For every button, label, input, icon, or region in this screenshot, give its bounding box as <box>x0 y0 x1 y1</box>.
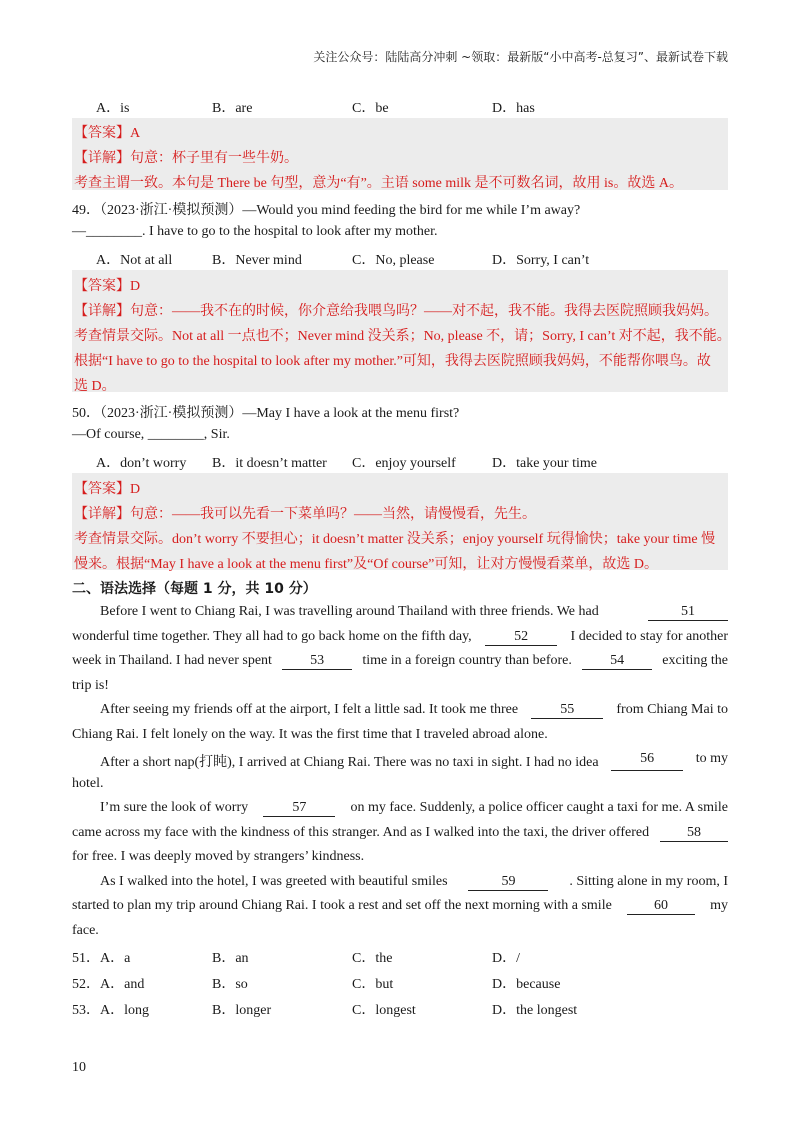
passage-text: on my face. Suddenly, a police officer caught a taxi for me. A smile <box>350 800 728 815</box>
q52-option-b: B．so <box>212 977 248 992</box>
blank-60: 60 <box>627 898 695 915</box>
q50-answer-box <box>72 473 728 570</box>
q49-detail-2: 考查情景交际。Not at all 一点也不；Never mind 没关系；No, please 不，请；Sorry, I can’t 对不起，我不能。 <box>74 329 731 344</box>
q51-option-a: 51．A．a <box>72 951 131 966</box>
q50-option-d: D．take your time <box>492 456 597 471</box>
passage-text: . Sitting alone in my room, I <box>569 874 728 889</box>
q50-stem: 50．（2023·浙江·模拟预测）—May I have a look at the menu first? <box>72 406 460 421</box>
passage-line-8: hotel. <box>72 776 104 791</box>
q48-answer: 【答案】A <box>74 126 141 141</box>
q49-detail-4: 选 D。 <box>74 379 116 394</box>
q49-stem: 49．（2023·浙江·模拟预测）—Would you mind feeding the bird for me while I’m away? <box>72 203 581 218</box>
q49-option-b: B．Never mind <box>212 253 302 268</box>
q49-answer-box <box>72 270 731 394</box>
passage-text: wonderful time together. They all had to go back home on the fifth day, <box>72 629 472 644</box>
page-number: 10 <box>72 1060 86 1075</box>
q53-option-a: 53．A．long <box>72 1003 149 1018</box>
q51-option-b: B．an <box>212 951 249 966</box>
passage-line-11: for free. I was deeply moved by strangers’ kindness. <box>72 849 365 864</box>
blank-55: 55 <box>531 702 603 719</box>
passage-line-10 <box>72 825 728 842</box>
page-header: 关注公众号：陆陆高分冲刺 ~领取：最新版“小中高考-总复习”、最新试卷下载 <box>313 50 728 64</box>
q49-option-c: C．No, please <box>352 253 435 268</box>
passage-line-9 <box>72 800 728 817</box>
passage-text: I decided to stay for another <box>570 629 728 644</box>
passage-line-4: trip is! <box>72 678 109 693</box>
blank-56: 56 <box>611 751 683 771</box>
passage-text: week in Thailand. I had never spent <box>72 653 272 668</box>
passage-text: After seeing my friends off at the airport, I felt a little sad. It took me three <box>100 702 519 717</box>
q50-detail-3: 慢来。根据“May I have a look at the menu first”及“Of course”可知，让对方慢慢看菜单，故选 D。 <box>74 557 658 572</box>
passage-line-12 <box>72 874 728 891</box>
q50-detail-1: 【详解】句意：——我可以先看一下菜单吗？——当然，请慢慢看，先生。 <box>74 507 536 522</box>
passage-text: I’m sure the look of worry <box>100 800 249 815</box>
passage-text: As I walked into the hotel, I was greeted with beautiful smiles <box>100 874 448 889</box>
q48-option-b: B．are <box>212 101 253 116</box>
q48-answer-box <box>72 118 728 190</box>
q51-option-c: C．the <box>352 951 393 966</box>
q48-option-c: C．be <box>352 101 389 116</box>
q50-option-b: B．it doesn’t matter <box>212 456 327 471</box>
blank-53: 53 <box>282 653 352 670</box>
blank-54: 54 <box>582 653 652 670</box>
blank-52: 52 <box>485 629 557 646</box>
q49-detail-1: 【详解】句意：——我不在的时候，你介意给我喂鸟吗？——对不起，我不能。我得去医院照顾我妈妈。 <box>74 304 718 319</box>
passage-line-5 <box>72 702 728 719</box>
q49-option-d: D．Sorry, I can’t <box>492 253 590 268</box>
passage-text: to my <box>695 751 728 766</box>
passage-text: exciting the <box>662 653 728 668</box>
q50-stem-2: —Of course, ________, Sir. <box>72 427 230 442</box>
q52-option-d: D．because <box>492 977 561 992</box>
passage-line-3 <box>72 653 728 670</box>
blank-51: 51 <box>648 604 728 621</box>
blank-57: 57 <box>263 800 335 817</box>
q50-option-a: A．don’t worry <box>96 456 187 471</box>
passage-line-2 <box>72 629 728 646</box>
blank-59: 59 <box>468 874 548 891</box>
q53-option-c: C．longest <box>352 1003 416 1018</box>
q51-option-d: D．/ <box>492 951 520 966</box>
q49-detail-3: 根据“I have to go to the hospital to look after my mother.”可知，我得去医院照顾我妈妈，不能帮你喂鸟。故 <box>74 354 711 369</box>
passage-line-7 <box>72 751 728 771</box>
q53-option-b: B．longer <box>212 1003 272 1018</box>
passage-line-1 <box>72 604 728 621</box>
q48-detail-2: 考查主谓一致。本句是 There be 句型，意为“有”。主语 some milk 是不可数名词，故用 is。故选 A。 <box>74 176 683 191</box>
passage-text: my <box>710 898 728 913</box>
passage-text: came across my face with the kindness of this stranger. And as I walked into the taxi, the driver offered <box>72 825 650 840</box>
passage-line-14: face. <box>72 923 99 938</box>
passage-text: from Chiang Mai to <box>616 702 728 717</box>
passage-text: started to plan my trip around Chiang Rai. I took a rest and set off the next morning with a smile <box>72 898 612 913</box>
q49-option-a: A．Not at all <box>96 253 173 268</box>
passage-text: Before I went to Chiang Rai, I was travelling around Thailand with three friends. We had <box>100 604 599 619</box>
passage-line-13 <box>72 898 728 915</box>
q52-option-c: C．but <box>352 977 394 992</box>
passage-text: time in a foreign country than before. <box>362 653 572 668</box>
q50-detail-2: 考查情景交际。don’t worry 不要担心；it doesn’t matter 没关系；enjoy yourself 玩得愉快；take your time 慢 <box>74 532 716 547</box>
q48-option-a: A．is <box>96 101 130 116</box>
q49-stem-2: —________. I have to go to the hospital to look after my mother. <box>72 224 438 239</box>
q48-detail-1: 【详解】句意：杯子里有一些牛奶。 <box>74 151 298 166</box>
blank-58: 58 <box>660 825 728 842</box>
q50-answer: 【答案】D <box>74 482 141 497</box>
q50-option-c: C．enjoy yourself <box>352 456 456 471</box>
passage-line-6: Chiang Rai. I felt lonely on the way. It was the first time that I traveled abroad alone. <box>72 727 548 742</box>
q52-option-a: 52．A．and <box>72 977 145 992</box>
passage-text: After a short nap(打盹), I arrived at Chiang Rai. There was no taxi in sight. I had no idea <box>100 755 599 770</box>
section-title: 二、语法选择（每题 1 分，共 10 分） <box>72 581 317 597</box>
q49-answer: 【答案】D <box>74 279 141 294</box>
q53-option-d: D．the longest <box>492 1003 578 1018</box>
q48-option-d: D．has <box>492 101 535 116</box>
